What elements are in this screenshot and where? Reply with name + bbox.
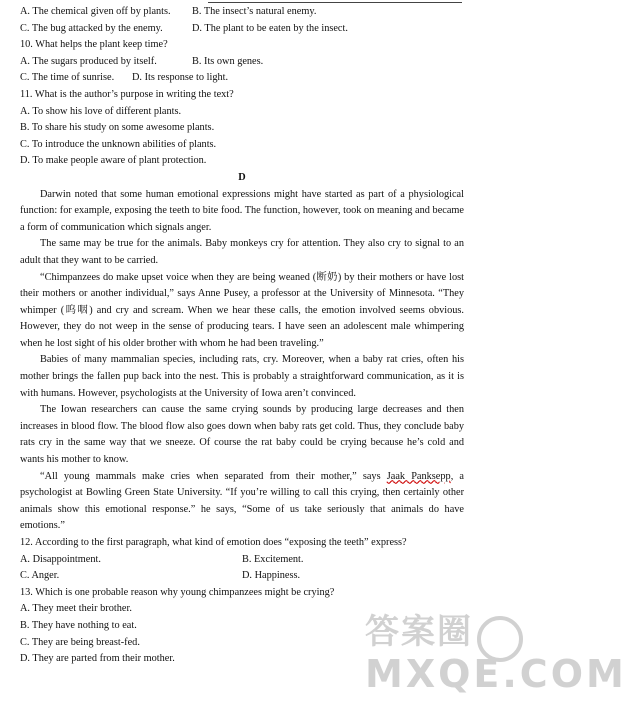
q13-stem: 13. Which is one probable reason why young chimpanzees might be crying?	[20, 586, 335, 598]
q12-option-d[interactable]: D. Happiness.	[242, 570, 301, 582]
q12-option-c[interactable]: C. Anger.	[20, 570, 60, 582]
q12-options-row-2	[20, 568, 464, 585]
passage-paragraph-1: Darwin noted that some human emotional expressions might have started as part of a physiological function: for example, exposing the teeth to bite food. The function, however, took on meaning and became a form of communication which signals anger.	[20, 188, 464, 233]
q11-stem: 11. What is the author’s purpose in writing the text?	[20, 88, 234, 100]
q9-option-c[interactable]: C. The bug attacked by the enemy.	[20, 22, 163, 34]
passage-paragraph-6	[20, 469, 464, 535]
q9-options-row-1	[20, 4, 464, 21]
q12-option-b[interactable]: B. Excitement.	[242, 553, 304, 565]
q10-stem: 10. What helps the plant keep time?	[20, 39, 168, 51]
q13-option-c[interactable]: C. They are being breast-fed.	[20, 636, 140, 648]
name-jaak-panksepp: Jaak Panksepp	[386, 470, 451, 482]
q10-option-b[interactable]: B. Its own genes.	[192, 55, 264, 67]
q11-option-a[interactable]: A. To show his love of different plants.	[20, 105, 182, 117]
header-rule	[208, 2, 462, 3]
exam-page	[20, 4, 464, 668]
paragraph-6-text-start: “All young mammals make cries when separated from their mother,” says	[40, 470, 387, 482]
q13-option-a[interactable]: A. They meet their brother.	[20, 603, 132, 615]
paragraph-6-text-end: , a psychologist at Bowling Green State University. “If you’re willing to call this crying, then certainly other animals show this emotional response.” he says, “Some of us take seriously that animals do have emotions.”	[20, 470, 464, 532]
q11-option-b[interactable]: B. To share his study on some awesome plants.	[20, 122, 215, 134]
q11-option-d[interactable]: D. To make people aware of plant protection.	[20, 155, 207, 167]
q10-option-d[interactable]: D. Its response to light.	[132, 72, 229, 84]
q10-option-a[interactable]: A. The sugars produced by itself.	[20, 55, 157, 67]
watermark-bottom-text: MXQE.COM	[365, 652, 627, 696]
q9-option-b[interactable]: B. The insect’s natural enemy.	[192, 6, 317, 17]
passage-paragraph-2: The same may be true for the animals. Baby monkeys cry for attention. They also cry to signal to an adult that they want to be carried.	[20, 238, 464, 266]
section-heading-d: D	[238, 171, 246, 183]
watermark-top-text: 答案圈	[365, 612, 473, 652]
q10-option-c[interactable]: C. The time of sunrise.	[20, 72, 115, 84]
q10-options-row-1	[20, 54, 464, 71]
passage-paragraph-3: “Chimpanzees do make upset voice when they are being weaned (断奶) by their mothers or have lost their mothers or another individual,” says Anne Pusey, a professor at the University of Minnesota. “They whimper (呜咽) and cry and scream. When we hear these calls, the emotion involved seems obvious. However, they do not weep in the sense of producing tears. I have seen an adolescent male whimpering when he lost sight of his older brother with whom he had been traveling.”	[20, 271, 464, 349]
q9-option-d[interactable]: D. The plant to be eaten by the insect.	[192, 22, 348, 34]
q12-options-row-1	[20, 552, 464, 569]
q13-option-b[interactable]: B. They have nothing to eat.	[20, 619, 137, 631]
passage-paragraph-4: Babies of many mammalian species, including rats, cry. Moreover, when a baby rat cries, often his mother brings the fallen pup back into the nest. This is probably a straightforward communication, as it is with humans. However, psychologists at the University of Iowa aren’t convinced.	[20, 354, 464, 399]
passage-paragraph-5: The Iowan researchers can cause the same crying sounds by producing large decreases and then increases in blood flow. The blood flow also goes down when baby rats get cold. Thus, they conclude baby rats cry in the same way that we sneeze. Of course the rat baby could be crying because he’s cold and wants his mother to know.	[20, 404, 464, 466]
q12-option-a[interactable]: A. Disappointment.	[20, 553, 101, 565]
q10-options-row-2	[20, 70, 464, 87]
q13-option-d[interactable]: D. They are parted from their mother.	[20, 653, 175, 665]
q9-options-row-2	[20, 21, 464, 38]
watermark-circle-icon	[477, 616, 523, 662]
q12-stem: 12. According to the first paragraph, what kind of emotion does “exposing the teeth” express?	[20, 537, 407, 548]
q11-option-c[interactable]: C. To introduce the unknown abilities of plants.	[20, 138, 217, 150]
q9-option-a[interactable]: A. The chemical given off by plants.	[20, 6, 171, 17]
